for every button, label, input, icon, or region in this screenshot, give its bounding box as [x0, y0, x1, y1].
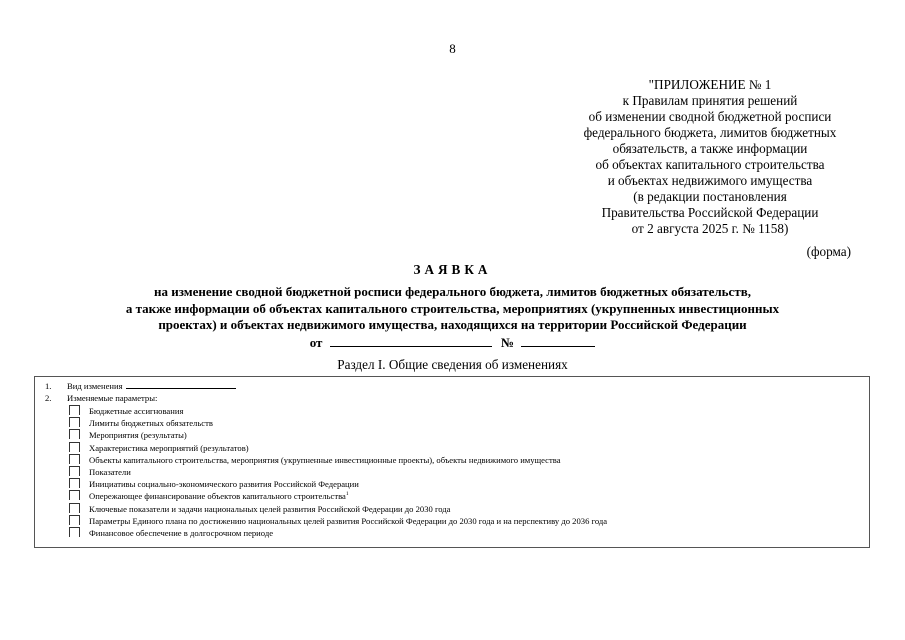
section-box	[34, 376, 870, 548]
parameter-label: Финансовое обеспечение в долгосрочном периоде	[89, 528, 274, 538]
appendix-line: федерального бюджета, лимитов бюджетных	[583, 125, 837, 140]
appendix-line: Правительства Российской Федерации	[601, 205, 819, 220]
item-number: 1.	[45, 381, 52, 391]
page-number: 8	[449, 41, 456, 56]
checkbox[interactable]	[69, 405, 80, 415]
change-type-field[interactable]	[126, 380, 236, 389]
document-subtitle	[40, 284, 865, 334]
parameter-label: Параметры Единого плана по достижению национальных целей развития Российской Федерации до 2030 года и на перспективу до 2036 года	[89, 515, 608, 526]
footnote-marker: 1	[345, 491, 349, 498]
number-label: №	[500, 335, 515, 350]
number-field[interactable]	[521, 334, 595, 347]
appendix-line: к Правилам принятия решений	[622, 93, 798, 108]
parameter-label: Опережающее финансирование объектов капитального строительства	[89, 491, 346, 502]
appendix-line: (в редакции постановления	[633, 189, 787, 204]
parameter-label: Объекты капитального строительства, мероприятия (укрупненные инвестиционные проекты), объекты недвижимого имущества	[89, 454, 561, 465]
checkbox[interactable]	[69, 527, 80, 537]
from-line	[0, 334, 905, 351]
checkbox[interactable]	[69, 478, 80, 488]
item-number: 2.	[45, 393, 52, 403]
document-title: ЗАЯВКА	[413, 262, 492, 277]
subtitle-line: а также информации об объектах капитального строительства, мероприятиях (укрупненных инвестиционных	[125, 300, 780, 316]
checkbox[interactable]	[69, 515, 80, 525]
checkbox[interactable]	[69, 454, 80, 464]
appendix-line: об объектах капитального строительства	[595, 157, 825, 172]
appendix-line: от 2 августа 2025 г. № 1158)	[631, 221, 789, 236]
parameter-label: Показатели	[89, 467, 131, 477]
appendix-block	[540, 77, 880, 237]
appendix-line: и объектах недвижимого имущества	[607, 173, 813, 188]
parameter-label: Мероприятия (результаты)	[89, 430, 187, 441]
checkbox[interactable]	[69, 503, 80, 513]
date-field[interactable]	[330, 334, 492, 347]
parameter-label: Инициативы социально-экономического развития Российской Федерации	[89, 479, 359, 490]
section-title: Раздел I. Общие сведения об изменениях	[337, 357, 568, 372]
form-mark: (форма)	[806, 244, 851, 259]
change-type-label-wrap	[67, 380, 236, 392]
parameters-label: Изменяемые параметры:	[67, 393, 158, 403]
parameter-label: Бюджетные ассигнования	[89, 406, 184, 416]
checkbox[interactable]	[69, 490, 80, 500]
checkbox[interactable]	[69, 442, 80, 452]
subtitle-line: на изменение сводной бюджетной росписи федерального бюджета, лимитов бюджетных обязательств,	[153, 284, 751, 299]
parameter-label: Лимиты бюджетных обязательств	[89, 418, 213, 429]
checkbox[interactable]	[69, 429, 80, 439]
parameter-label: Ключевые показатели и задачи национальных целей развития Российской Федерации до 2030 года	[89, 503, 451, 514]
checkbox[interactable]	[69, 417, 80, 427]
checkbox[interactable]	[69, 466, 80, 476]
change-type-label: Вид изменения	[67, 381, 123, 391]
parameter-label-wrap	[89, 490, 349, 502]
appendix-line: "ПРИЛОЖЕНИЕ № 1	[648, 77, 772, 92]
from-label: от	[309, 335, 323, 350]
appendix-line: об изменении сводной бюджетной росписи	[588, 109, 832, 124]
appendix-line: обязательств, а также информации	[612, 141, 808, 156]
parameter-label: Характеристика мероприятий (результатов)	[89, 442, 249, 453]
subtitle-line: проектах) и объектах недвижимого имущества, находящихся на территории Российской Федерации	[158, 317, 747, 332]
